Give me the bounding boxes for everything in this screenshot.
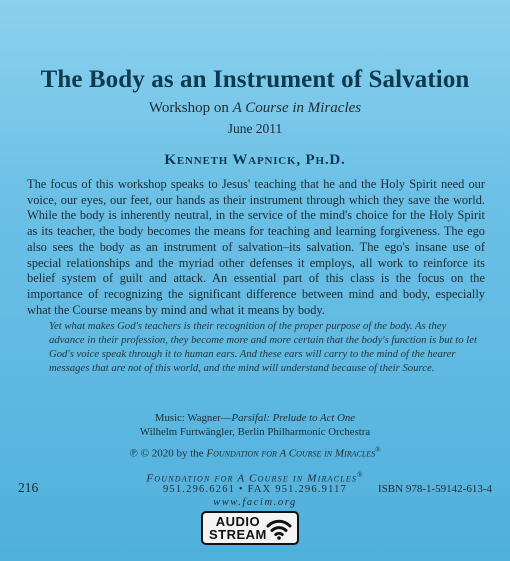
- music-piece: Parsifal: Prelude to Act One: [231, 412, 356, 424]
- subtitle-course-name: A Course in Miracles: [232, 100, 362, 116]
- author-name: Kenneth Wapnick, Ph.D.: [164, 152, 346, 168]
- subtitle-prefix: Workshop on: [148, 100, 233, 116]
- page-title: The Body as an Instrument of Salvation: [40, 66, 470, 93]
- copyright-foundation: Foundation for A Course in Miracles: [206, 447, 376, 460]
- music-performer: Wilhelm Furtwängler, Berlin Philharmonic Orchestra: [139, 425, 371, 438]
- publisher-name-text: Foundation for A Course in Miracles: [146, 472, 358, 485]
- copyright-registered-mark: ®: [375, 446, 381, 454]
- quote-paragraph: Yet what makes God's teachers is their recognition of the proper purpose of the body. As they advance in their profession, they become more and more certain that the body's function is but to let God's voice speak through it to human ears. And these ears will carry to the mind of the hearer messages that are not of this world, and the mind will understand because of their Source.: [49, 320, 477, 374]
- isbn-number: ISBN 978-1-59142-613-4: [378, 483, 492, 495]
- audio-stream-logo: [201, 511, 299, 545]
- music-line: [0, 412, 510, 426]
- wifi-signal-icon: [266, 517, 292, 541]
- logo-line-audio: AUDIO: [215, 514, 261, 529]
- audio-stream-logo-text: [209, 515, 267, 541]
- description-paragraph: The focus of this workshop speaks to Jesus' teaching that he and the Holy Spirit need our voice, our eyes, our feet, our hands as their instrument through which they save the world. While the body is inherently neutral, in the service of the mind's choice for the Holy Spirit as its teacher, the body becomes the means for teaching and learning forgiveness. The ego also sees the body as an instrument of salvation–its salvation. The ego's insane use of special relationships and the myriad other defenses it employs, all work to reinforce its belief system of guilt and attack. An essential part of this class is the focus on the importance of recognizing the significant difference between mind and body, especially what the Course means by mind and what it means by body.: [27, 177, 485, 317]
- publisher-phone: 951.296.6261 • FAX 951.296.9117: [162, 484, 348, 495]
- workshop-date: June 2011: [227, 121, 283, 136]
- catalog-number: 216: [18, 480, 39, 495]
- copyright-prefix: ℗ © 2020 by the: [129, 447, 207, 460]
- logo-line-stream: STREAM: [209, 527, 267, 542]
- subtitle: [0, 100, 510, 117]
- music-credits: [0, 412, 510, 439]
- music-label: Music: Wagner—: [154, 412, 232, 424]
- copyright-notice: [0, 446, 510, 460]
- publisher-registered-mark: ®: [357, 471, 364, 479]
- publisher-website: www.facim.org: [213, 497, 297, 508]
